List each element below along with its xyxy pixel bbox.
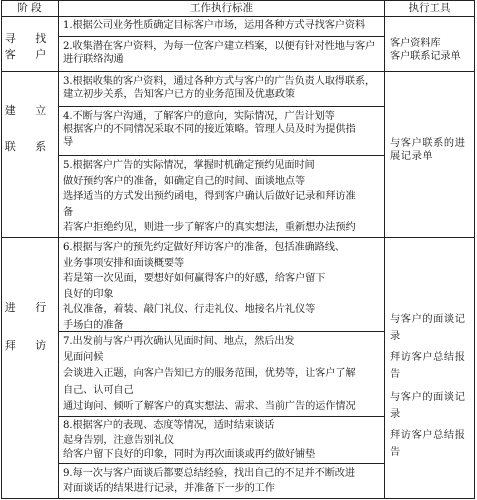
standard-item-4: 4.不断与客户沟通，了解客户的意向，实际情况，广告计划等 根据客户的不同情况采取不同的接近策略。管理人员及时为提供指 导: [63, 111, 356, 148]
column-divider-stage: [58, 0, 59, 499]
row-divider-7: [58, 416, 385, 417]
tool-find-customer: 客户资料库 客户联系记录单: [390, 38, 461, 62]
tool-build-contact: 与客户联系的进 展记录单: [390, 138, 466, 162]
section-divider-2: [1, 237, 475, 238]
row-divider-3: [58, 106, 385, 107]
row-divider-4: [58, 155, 385, 156]
column-divider-tool: [384, 0, 385, 499]
table-border-right: [474, 0, 475, 499]
standard-item-9: 9.每一次与客户面谈后都要总结经验，找出自己的不足并不断改进 对面谈话的结果进行记录，并准备下一步的工作: [63, 468, 355, 494]
standard-item-7: 7.出发前与客户再次确认见面时间、地点，然后出发 见面问候 会谈进入正题，向客户告知已方的服务范围，优势等，让客户了解 自己、认可自己 通过询问、倾听了解客户的真实想法、需求、当前广告的运作情况: [63, 336, 356, 412]
standard-item-6: 6.根据与客户的预先约定做好拜访客户的准备，包括准确路线、 业务事项安排和面谈概要等 若是第一次见面，要想好如何赢得客户的好感，给客户留下 良好的印象 礼仪准备，着装、敲门礼仪、行走礼仪、地接名片礼仪等 手场白的准备: [63, 242, 345, 331]
header-divider: [1, 16, 475, 17]
table-border-left: [1, 0, 2, 499]
stage-find-customer: 寻 找 客 户: [4, 32, 55, 61]
standard-item-5: 5.根据客户广告的实际情况，掌握时机确定预约见面时间 做好预约客户的准备，如确定自己的时间、面谈地点等 选择适当的方式发出预约函电，得到客户确认后做好记录和拜访准 备 若客户拒绝约见，则进一步了解客户的真实想法，重新想办法预约: [63, 160, 356, 233]
stage-visit: 进 行 拜 访: [4, 301, 55, 352]
section-divider-1: [1, 71, 475, 72]
standard-item-8: 8.根据客户的表现、态度等情况，适时结束谈话 起身告别，注意告别礼仪 给客户留下良好的印象，同时为再次面谈或再约做好铺垫: [63, 420, 316, 460]
standard-item-1: 1.根据公司业务性质确定目标客户市场，运用各种方式寻找客户资料: [63, 20, 366, 31]
standard-item-2: 2.收集潜在客户资料，为每一位客户建立档案，以便有针对性地与客户 进行联络沟通: [63, 41, 376, 65]
table-border-bottom: [1, 498, 475, 499]
stage-build-contact: 建 立 联 系: [4, 104, 55, 153]
header-stage: 阶 段: [17, 2, 42, 14]
row-divider-1: [58, 36, 385, 37]
standard-item-3: 3.根据收集的客户资料，通过各种方式与客户的广告负责人取得联系， 建立初步关系，告知客户已方的业务范围及优惠政策: [63, 76, 376, 100]
header-standard: 工作执行标准: [190, 2, 253, 14]
tool-visit: 与客户的面谈记 录 拜访客户总结报 告 与客户的面谈记 录 拜访客户总结报 告: [390, 314, 466, 458]
work-standard-table: [1, 0, 475, 499]
header-tool: 执行工具: [408, 2, 451, 14]
row-divider-8: [58, 463, 385, 464]
